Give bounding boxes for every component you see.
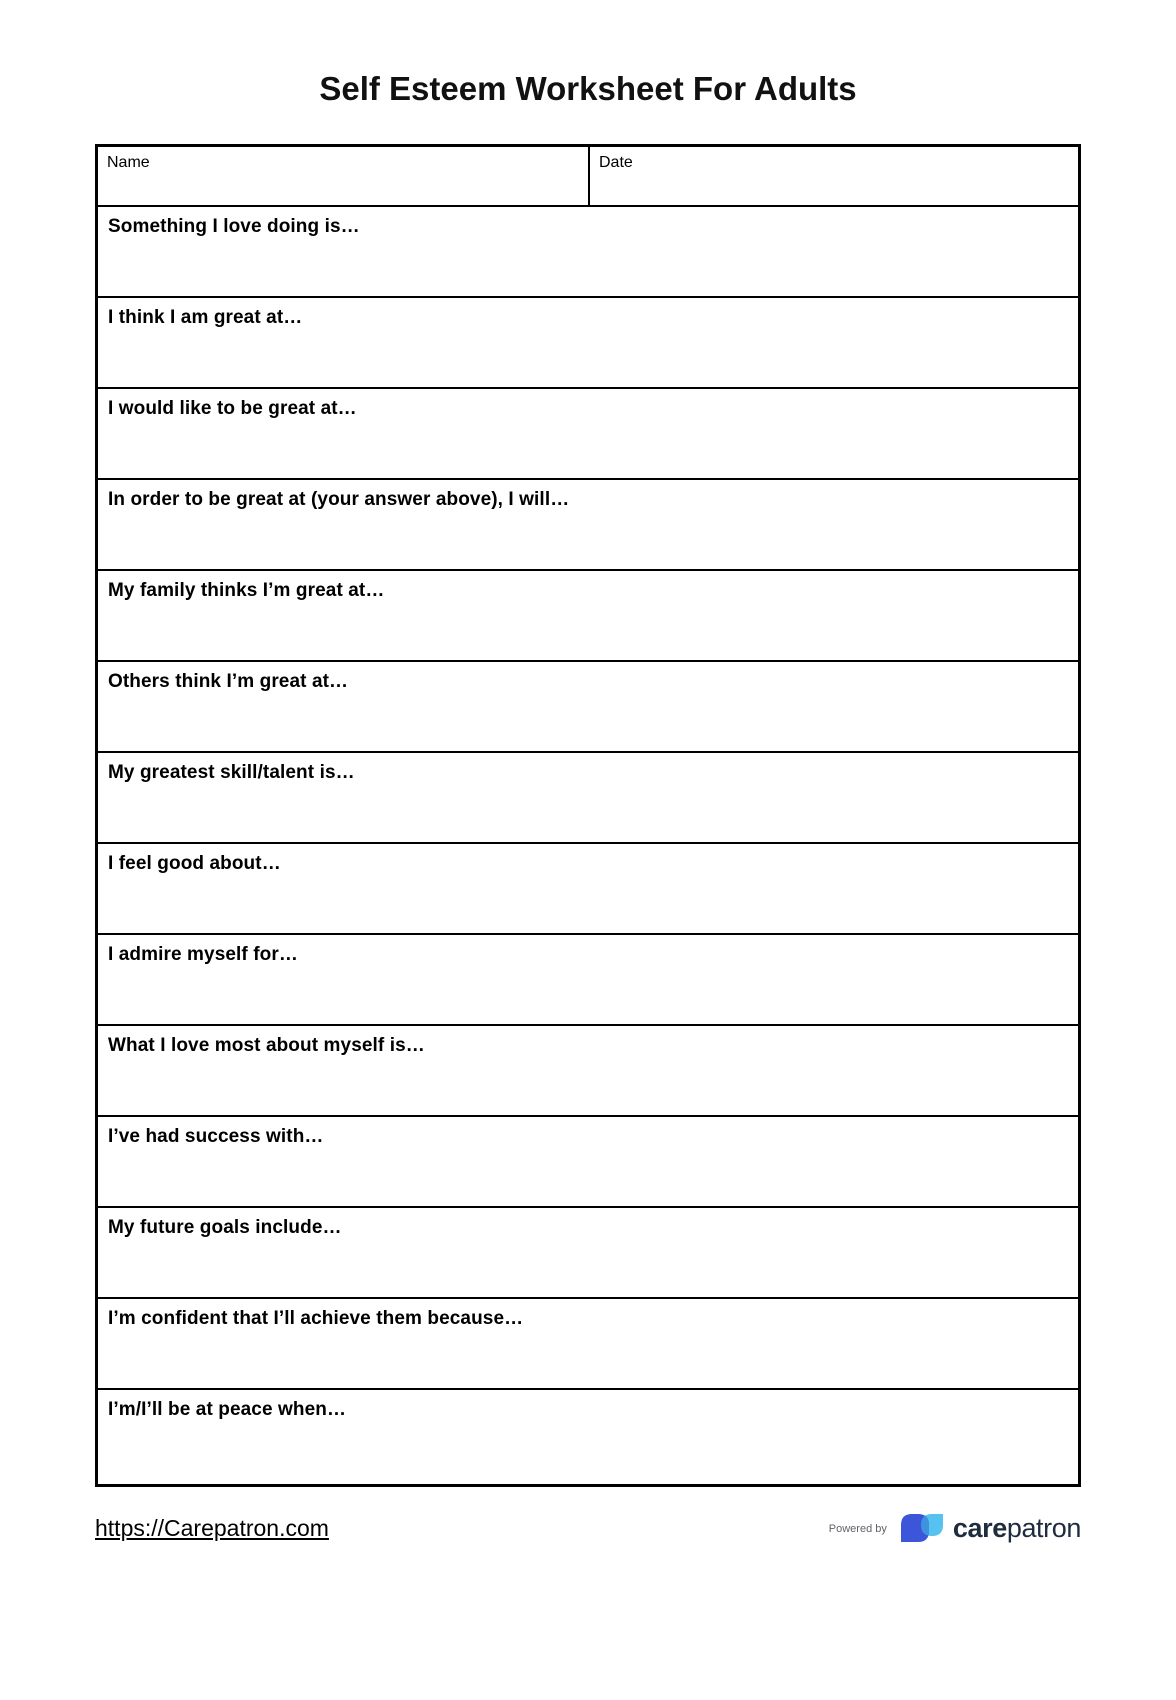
question-label-13: I’m confident that I’ll achieve them because… (108, 1307, 524, 1329)
question-label-6: Others think I’m great at… (108, 670, 349, 692)
date-label: Date (599, 153, 633, 171)
answer-area-6[interactable] (98, 693, 1078, 751)
question-label-8: I feel good about… (108, 852, 281, 874)
question-label-9: I admire myself for… (108, 943, 298, 965)
name-label: Name (107, 153, 150, 171)
question-label-7: My greatest skill/talent is… (108, 761, 355, 783)
name-field[interactable] (98, 147, 588, 205)
date-field[interactable] (588, 147, 1078, 205)
question-row-11 (98, 1117, 1078, 1208)
question-row-4 (98, 480, 1078, 571)
answer-area-12[interactable] (98, 1239, 1078, 1297)
website-link[interactable]: https://Carepatron.com (95, 1515, 329, 1542)
name-date-row (98, 147, 1078, 207)
question-label-4: In order to be great at (your answer above), I will… (108, 488, 570, 510)
answer-area-10[interactable] (98, 1057, 1078, 1115)
question-row-7 (98, 753, 1078, 844)
answer-area-5[interactable] (98, 602, 1078, 660)
wordmark-care: care (952, 1513, 1007, 1544)
question-row-6 (98, 662, 1078, 753)
carepatron-logo-icon (899, 1511, 945, 1547)
page-footer (95, 1507, 1081, 1551)
question-row-5 (98, 571, 1078, 662)
answer-area-14[interactable] (98, 1421, 1078, 1484)
question-row-12 (98, 1208, 1078, 1299)
worksheet-page (95, 70, 1081, 1551)
answer-area-13[interactable] (98, 1330, 1078, 1388)
powered-by-label: Powered by (828, 1522, 887, 1535)
wordmark-patron: patron (1006, 1513, 1081, 1544)
question-row-2 (98, 298, 1078, 389)
question-label-14: I’m/I’ll be at peace when… (108, 1398, 347, 1420)
answer-area-8[interactable] (98, 875, 1078, 933)
answer-area-9[interactable] (98, 966, 1078, 1024)
question-label-12: My future goals include… (108, 1216, 342, 1238)
worksheet-table (95, 144, 1081, 1487)
answer-area-3[interactable] (98, 420, 1078, 478)
question-row-3 (98, 389, 1078, 480)
question-label-11: I’ve had success with… (108, 1125, 324, 1147)
question-label-10: What I love most about myself is… (108, 1034, 425, 1056)
answer-area-4[interactable] (98, 511, 1078, 569)
question-row-8 (98, 844, 1078, 935)
question-label-1: Something I love doing is… (108, 215, 360, 237)
question-label-5: My family thinks I’m great at… (108, 579, 385, 601)
question-row-10 (98, 1026, 1078, 1117)
question-row-1 (98, 207, 1078, 298)
question-row-9 (98, 935, 1078, 1026)
answer-area-2[interactable] (98, 329, 1078, 387)
answer-area-7[interactable] (98, 784, 1078, 842)
question-row-14 (98, 1390, 1078, 1484)
question-label-2: I think I am great at… (108, 306, 303, 328)
page-title: Self Esteem Worksheet For Adults (319, 70, 857, 107)
question-label-3: I would like to be great at… (108, 397, 357, 419)
carepatron-wordmark (953, 1513, 1081, 1544)
answer-area-1[interactable] (98, 238, 1078, 296)
question-row-13 (98, 1299, 1078, 1390)
answer-area-11[interactable] (98, 1148, 1078, 1206)
carepatron-brand (829, 1511, 1081, 1547)
